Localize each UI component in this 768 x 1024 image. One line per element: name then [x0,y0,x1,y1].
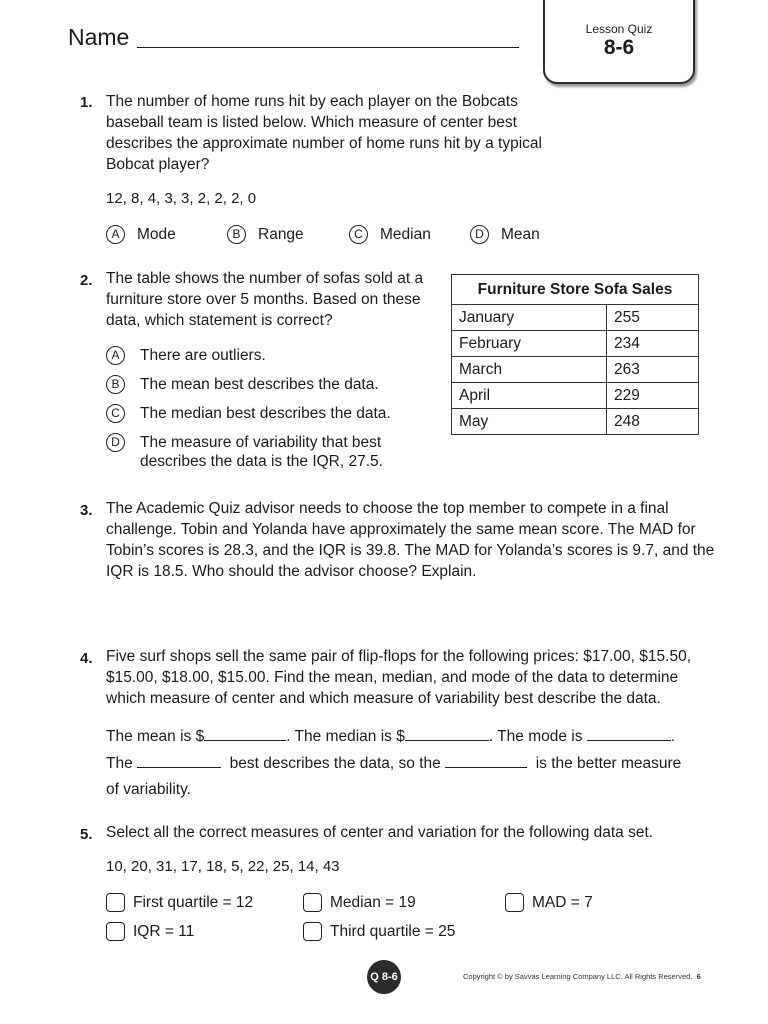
option-label: MAD = 7 [532,893,593,911]
q1-text [106,91,542,175]
q2-choice-d-text: The measure of variability that best [140,433,382,451]
q2-line: data, which statement is correct? [106,312,333,329]
q2-choice-d-text-cont: describes the data is the IQR, 27.5. [140,453,383,470]
table-title: Furniture Store Sofa Sales [452,275,699,305]
checkbox[interactable] [303,893,322,912]
q2-line: furniture store over 5 months. Based on these [106,291,421,308]
q3-line: IQR is 18.5. Who should the advisor choose? Explain. [106,563,477,580]
q3-line: Tobin’s scores is 28.3, and the IQR is 39.8. The MAD for Yolanda’s scores is 9.7, and the [106,542,715,559]
name-label: Name [68,24,130,50]
choice-a-bubble[interactable]: A [106,225,125,244]
q2-choice-c[interactable] [106,404,391,423]
variability-measure-blank[interactable] [445,753,527,768]
median-answer-blank[interactable] [405,726,489,741]
q4-the-label: The [106,755,133,772]
q1-choice-b-text: Range [258,225,304,243]
q4-fill-line-2 [106,753,681,774]
q3-line: challenge. Tobin and Yolanda have approximately the same mean score. The MAD for [106,521,696,538]
q4-mode-label: . The mode is [488,728,583,745]
checkbox[interactable] [505,893,524,912]
table-month: February [452,331,607,357]
q1-choice-c[interactable] [349,225,431,244]
q4-line: Five surf shops sell the same pair of flip-flops for the following prices: $17.00, $15.50, [106,648,691,665]
option-label: IQR = 11 [133,922,195,940]
q1-data-set: 12, 8, 4, 3, 3, 2, 2, 2, 0 [106,190,257,207]
choice-d-bubble[interactable]: D [106,433,125,452]
q2-text [106,268,423,331]
q1-line: describes the approximate number of home runs hit by a typical [106,135,542,152]
copyright-text: Copyright © by Savvas Learning Company LLC. All Rights Reserved. [463,972,693,981]
option-label: Third quartile = 25 [330,922,456,940]
option-first-quartile[interactable] [106,893,253,912]
page-badge: Q 8-6 [367,960,401,994]
q1-number: 1. [80,94,93,111]
choice-c-bubble[interactable]: C [106,404,125,423]
q4-mean-label: The mean is $ [106,728,205,745]
option-mad[interactable] [505,893,593,912]
mean-answer-blank[interactable] [204,726,286,741]
q4-number: 4. [80,650,93,667]
table-value: 255 [607,305,699,331]
mode-answer-blank[interactable] [587,726,671,741]
table-value: 248 [607,409,699,435]
choice-d-bubble[interactable]: D [470,225,489,244]
q2-choice-a[interactable] [106,346,266,365]
q3-number: 3. [80,502,93,519]
checkbox[interactable] [106,893,125,912]
q5-data-set: 10, 20, 31, 17, 18, 5, 22, 25, 14, 43 [106,858,340,875]
option-label: First quartile = 12 [133,893,254,911]
table-month: March [452,357,607,383]
q1-line: Bobcat player? [106,156,210,173]
q1-choice-a[interactable] [106,225,176,244]
q4-period: . [670,728,676,745]
choice-b-bubble[interactable]: B [106,375,125,394]
copyright-notice [463,972,701,981]
q1-line: The number of home runs hit by each player on the Bobcats [106,93,518,110]
table-value: 263 [607,357,699,383]
table-header-row [452,275,699,305]
q2-choice-c-text: The median best describes the data. [140,404,391,422]
q1-choice-d[interactable] [470,225,540,244]
lesson-quiz-label: Lesson Quiz [585,22,653,36]
option-third-quartile[interactable] [303,922,455,941]
q2-choice-b-text: The mean best describes the data. [140,375,379,393]
q5-prompt: Select all the correct measures of center and variation for the following data set. [106,824,654,841]
q3-line: The Academic Quiz advisor needs to choose the top member to compete in a final [106,500,669,517]
center-measure-blank[interactable] [137,753,221,768]
choice-c-bubble[interactable]: C [349,225,368,244]
q1-choice-c-text: Median [380,225,431,243]
lesson-quiz-tab [543,0,695,84]
q2-choice-b[interactable] [106,375,379,394]
choice-b-bubble[interactable]: B [227,225,246,244]
table-month: January [452,305,607,331]
q4-median-label: . The median is $ [286,728,405,745]
q1-line: baseball team is listed below. Which measure of center best [106,114,517,131]
checkbox[interactable] [303,922,322,941]
page-number: 6 [696,972,701,981]
table-value: 229 [607,383,699,409]
q5-number: 5. [80,826,93,843]
lesson-quiz-number: 8-6 [603,36,635,59]
q4-best-label: best describes the data, so the [229,755,441,772]
q1-choice-d-text: Mean [501,225,540,243]
table-row [452,383,699,409]
option-median[interactable] [303,893,416,912]
table-month: May [452,409,607,435]
q4-better-label: is the better measure [535,755,682,772]
table-row [452,357,699,383]
q2-choice-a-text: There are outliers. [140,346,266,364]
q4-line: which measure of center and which measure of variability best describe the data. [106,690,661,707]
q4-line: $15.00, $18.00, $15.00. Find the mean, median, and mode of the data to determine [106,669,679,686]
q1-choice-a-text: Mode [137,225,176,243]
q2-choice-d[interactable] [106,433,383,471]
q2-line: The table shows the number of sofas sold at a [106,270,424,287]
table-value: 234 [607,331,699,357]
table-row [452,331,699,357]
table-row [452,409,699,435]
table-row [452,305,699,331]
q4-text [106,646,691,709]
checkbox[interactable] [106,922,125,941]
q1-choice-b[interactable] [227,225,304,244]
q3-text [106,498,714,582]
q4-variability-text: of variability. [106,781,191,798]
q2-number: 2. [80,272,93,289]
choice-a-bubble[interactable]: A [106,346,125,365]
option-label: Median = 19 [330,893,416,911]
sofa-sales-table [451,274,699,435]
table-month: April [452,383,607,409]
q4-fill-line-1 [106,726,675,747]
option-iqr[interactable] [106,922,194,941]
name-input-line[interactable] [137,47,519,48]
